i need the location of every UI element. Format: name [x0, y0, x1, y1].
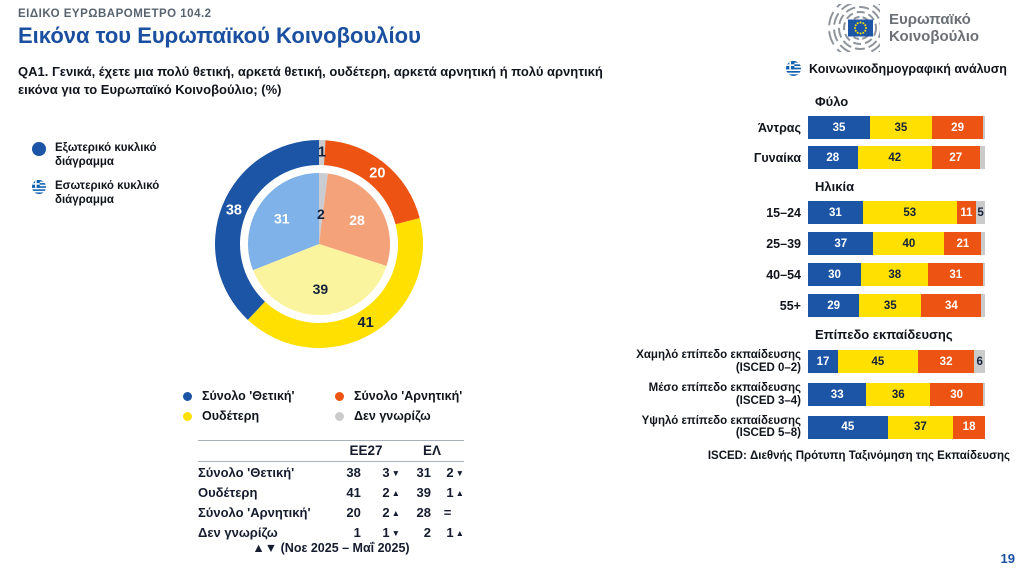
legend-label-dk: Δεν γνωρίζω — [354, 409, 431, 423]
bar-segment-positive: 45 — [808, 416, 888, 439]
trend-el-change: 1 ▲ — [446, 484, 464, 500]
demo-row — [633, 349, 1010, 375]
stacked-bar — [808, 294, 985, 317]
trend-ee27-change: 1 ▼ — [382, 524, 401, 540]
ep-hemicycle-icon — [804, 4, 880, 52]
bar-segment-positive: 31 — [808, 201, 863, 224]
image-donut-chart — [212, 137, 426, 351]
legend-item-dk — [335, 409, 511, 423]
legend-dot-negative-icon — [335, 392, 344, 401]
group-title: Φύλο — [815, 94, 849, 109]
ring-legend — [32, 141, 175, 208]
trend-table — [198, 440, 464, 542]
legend-item-negative — [335, 389, 511, 403]
bar-segment-positive: 37 — [808, 232, 873, 255]
bar-segment-dk: 6 — [974, 350, 985, 373]
bar-segment-negative: 11 — [957, 201, 976, 224]
bar-segment-negative: 18 — [953, 416, 985, 439]
bar-segment-negative: 21 — [944, 232, 981, 255]
donut-inner-value-dk: 2 — [316, 206, 325, 223]
category-legend — [183, 389, 511, 423]
bar-segment-negative: 32 — [918, 350, 975, 373]
group-title: Ηλικία — [815, 179, 855, 194]
bar-segment-positive: 29 — [808, 294, 859, 317]
demo-row-sublabel: (ISCED 0–2) — [735, 361, 801, 374]
trend-ee27-value: 38 — [346, 464, 361, 480]
greek-flag-icon — [32, 180, 46, 194]
demo-row-label: Γυναίκα — [753, 150, 801, 165]
trend-table-grid — [198, 440, 464, 542]
bar-segment-dk — [983, 383, 985, 406]
bar-segment-neutral: 38 — [861, 263, 928, 286]
trend-ee27-value: 1 — [353, 524, 361, 540]
demo-row — [633, 294, 1010, 317]
stacked-bar — [808, 416, 985, 439]
trend-el-change-arrow-icon: ▲ — [455, 487, 464, 498]
survey-edition-label: ΕΙΔΙΚΟ ΕΥΡΩΒΑΡΟΜΕΤΡΟ 104.2 — [18, 8, 212, 20]
ep-logo-line2: Κοινοβούλιο — [889, 28, 980, 45]
legend-label-neutral: Ουδέτερη — [202, 409, 260, 423]
outer-ring-legend-item — [32, 141, 175, 170]
trend-ee27-change: 2 ▲ — [382, 484, 401, 500]
trend-el-change-arrow-icon: ▼ — [455, 467, 464, 478]
legend-label-negative: Σύνολο 'Αρνητική' — [354, 389, 463, 403]
bar-segment-dk — [980, 146, 985, 169]
trend-col-el: ΕΛ — [400, 441, 464, 462]
trend-el-value: 31 — [416, 464, 431, 480]
bar-segment-positive: 30 — [808, 263, 861, 286]
trend-el-value: 2 — [423, 524, 431, 540]
trend-ee27-change: 3 ▼ — [382, 464, 401, 480]
demographic-analysis-header — [786, 61, 1007, 76]
demo-row-label: 55+ — [779, 298, 801, 313]
bar-segment-positive: 35 — [808, 116, 870, 139]
bar-segment-dk — [981, 232, 985, 255]
bar-segment-negative: 31 — [928, 263, 983, 286]
bar-segment-negative: 29 — [932, 116, 983, 139]
stacked-bar — [808, 383, 985, 406]
legend-dot-dk-icon — [335, 412, 344, 421]
donut-inner-value-negative: 28 — [349, 211, 365, 228]
legend-dot-neutral-icon — [183, 412, 192, 421]
eu-blue-dot-icon — [32, 142, 46, 156]
demo-row-sublabel: (ISCED 5–8) — [735, 427, 801, 440]
legend-item-positive — [183, 389, 335, 403]
demo-row — [633, 201, 1010, 224]
inner-ring-legend-item — [32, 179, 175, 208]
trend-el-change: 1 ▲ — [446, 524, 464, 540]
stacked-bar — [808, 146, 985, 169]
trend-table-row — [198, 502, 464, 522]
trend-footnote: ▲▼ (Νοε 2025 – Μαΐ 2025) — [252, 541, 410, 555]
ep-logo-wordmark — [889, 11, 979, 46]
outer-ring-legend-label: Εξωτερικό κυκλικό διάγραμμα — [55, 142, 157, 169]
legend-dot-positive-icon — [183, 392, 192, 401]
trend-el-value: 39 — [416, 484, 431, 500]
demo-row-sublabel: (ISCED 3–4) — [735, 394, 801, 407]
bar-segment-positive: 28 — [808, 146, 858, 169]
bar-segment-neutral: 35 — [870, 116, 932, 139]
bar-segment-dk — [981, 294, 985, 317]
bar-segment-neutral: 35 — [859, 294, 921, 317]
trend-el-value: 28 — [416, 504, 431, 520]
demo-row-label: Μέσο επίπεδο εκπαίδευσης (ISCED 3–4) — [633, 382, 808, 408]
demographic-analysis-title: Κοινωνικοδημογραφική ανάλυση — [809, 61, 1007, 76]
bar-segment-neutral: 53 — [863, 201, 957, 224]
bar-segment-dk — [983, 116, 985, 139]
demographic-charts — [633, 90, 1010, 462]
bar-segment-neutral: 36 — [866, 383, 930, 406]
bar-segment-dk — [983, 263, 985, 286]
greek-flag-icon — [786, 61, 801, 76]
trend-col-ee27: EE27 — [332, 441, 400, 462]
bar-segment-negative: 34 — [921, 294, 981, 317]
stacked-bar — [808, 350, 985, 373]
donut-inner-value-neutral: 39 — [312, 280, 329, 297]
trend-col-spacer — [198, 441, 332, 462]
demo-row — [633, 232, 1010, 255]
trend-ee27-change-arrow-icon: ▼ — [391, 527, 401, 538]
demo-row-label: 15–24 — [766, 205, 801, 220]
ep-logo-line1: Ευρωπαϊκό — [889, 10, 971, 28]
bar-segment-neutral: 42 — [858, 146, 932, 169]
donut-outer-value-positive: 38 — [225, 202, 242, 219]
trend-ee27-change-arrow-icon: ▲ — [391, 487, 401, 498]
survey-question: QA1. Γενικά, έχετε μια πολύ θετική, αρκετά θετική, ουδέτερη, αρκετά αρνητική ή πολύ αρνητική εικόνα για το Ευρωπαϊκό Κοινοβούλιο; (%) — [18, 64, 603, 98]
demo-row — [633, 415, 1010, 441]
demo-row-label: Υψηλό επίπεδο εκπαίδευσης (ISCED 5–8) — [633, 415, 808, 441]
demo-row — [633, 263, 1010, 286]
trend-table-row — [198, 482, 464, 502]
trend-ee27-value: 20 — [346, 504, 361, 520]
bar-segment-negative: 27 — [932, 146, 980, 169]
bar-segment-neutral: 37 — [888, 416, 953, 439]
trend-row-label: Σύνολο 'Θετική' — [198, 464, 295, 480]
demo-row — [633, 382, 1010, 408]
bar-segment-dk: 5 — [976, 201, 985, 224]
donut-outer-value-neutral: 41 — [357, 314, 374, 331]
trend-el-change: 2 ▼ — [446, 464, 464, 480]
stacked-bar — [808, 201, 985, 224]
demo-row-label: Χαμηλό επίπεδο εκπαίδευσης (ISCED 0–2) — [633, 349, 808, 375]
trend-ee27-change-arrow-icon: ▲ — [391, 507, 401, 518]
legend-item-neutral — [183, 409, 335, 423]
page-number: 19 — [1000, 551, 1015, 566]
demo-row-label: 40–54 — [766, 267, 801, 282]
trend-ee27-value: 41 — [346, 484, 361, 500]
donut-outer-value-negative: 20 — [369, 165, 386, 182]
bar-segment-neutral: 40 — [873, 232, 944, 255]
trend-ee27-change: 2 ▲ — [382, 504, 401, 520]
trend-table-row — [198, 462, 464, 483]
stacked-bar — [808, 116, 985, 139]
trend-row-label: Ουδέτερη — [198, 484, 258, 500]
trend-row-label: Δεν γνωρίζω — [198, 524, 278, 540]
bar-segment-positive: 17 — [808, 350, 838, 373]
demo-row — [633, 146, 1010, 169]
demo-row-label: 25–39 — [766, 236, 801, 251]
trend-ee27-change-arrow-icon: ▼ — [391, 467, 401, 478]
demo-row-label: Άντρας — [757, 120, 801, 135]
donut-inner-value-positive: 31 — [273, 210, 290, 227]
bar-segment-neutral: 45 — [838, 350, 918, 373]
demo-row — [633, 116, 1010, 139]
trend-el-change: = — [443, 504, 452, 520]
inner-ring-legend-label: Εσωτερικό κυκλικό διάγραμμα — [55, 179, 160, 207]
stacked-bar — [808, 263, 985, 286]
donut-outer-value-dk: 1 — [317, 144, 326, 161]
trend-table-row — [198, 522, 464, 542]
trend-row-label: Σύνολο 'Αρνητική' — [198, 504, 311, 520]
european-parliament-logo — [804, 4, 979, 52]
bar-segment-positive: 33 — [808, 383, 866, 406]
legend-label-positive: Σύνολο 'Θετική' — [202, 389, 295, 403]
stacked-bar — [808, 232, 985, 255]
group-title: Επίπεδο εκπαίδευσης — [815, 327, 953, 342]
page-title: Εικόνα του Ευρωπαϊκού Κοινοβουλίου — [18, 23, 421, 48]
bar-segment-negative: 30 — [930, 383, 983, 406]
isced-footnote: ISCED: Διεθνής Πρότυπη Ταξινόμηση της Εκπαίδευσης — [707, 450, 1010, 463]
trend-el-change-arrow-icon: ▲ — [455, 527, 464, 538]
